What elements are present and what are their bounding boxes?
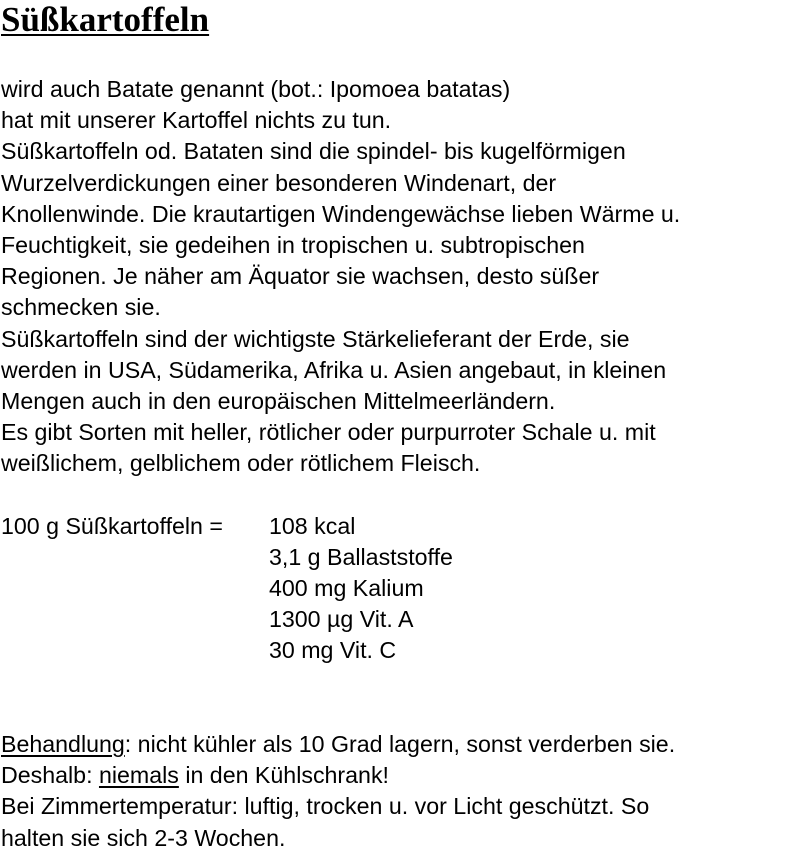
spacer [1,479,791,510]
nutrition-label: 100 g Süßkartoffeln = [1,512,223,539]
document-body [1,74,791,854]
handling-line [1,760,791,791]
nutrition-row [1,573,791,604]
intro-line: Wurzelverdickungen einer besonderen Windenart, der [1,169,557,196]
intro-line: Mengen auch in den europäischen Mittelmeerländern. [1,387,556,414]
intro-line: Feuchtigkeit, sie gedeihen in tropischen u. subtropischen [1,231,585,258]
handling-text: : nicht kühler als 10 Grad lagern, sonst verderben sie. [124,730,676,757]
intro-line: Süßkartoffeln od. Bataten sind die spindel- bis kugelförmigen [1,138,626,165]
handling-paragraph [1,729,791,854]
nutrition-row [1,511,791,542]
intro-line: Knollenwinde. Die krautartigen Windengewächse lieben Wärme u. [1,200,681,227]
intro-line: schmecken sie. [1,294,161,321]
nutrition-value: 108 kcal [269,512,356,539]
intro-line: weißlichem, gelblichem oder rötlichem Fleisch. [1,450,481,477]
nutrition-value: 30 mg Vit. C [269,637,397,664]
handling-heading: Behandlung [1,730,125,757]
nutrition-row [1,542,791,573]
intro-line: Süßkartoffeln sind der wichtigste Stärkelieferant der Erde, sie [1,325,630,352]
nutrition-value: 3,1 g Ballaststoffe [269,543,453,570]
handling-text: in den Kühlschrank! [178,762,389,789]
handling-line: halten sie sich 2-3 Wochen. [1,824,286,851]
handling-emphasis: niemals [98,762,179,789]
document-title: Süßkartoffeln [1,0,210,39]
intro-line: hat mit unserer Kartoffel nichts zu tun. [1,107,392,134]
intro-paragraph [1,74,791,479]
nutrition-row [1,604,791,635]
handling-prefix: Deshalb: [1,762,99,789]
handling-line [1,729,791,760]
intro-line: Es gibt Sorten mit heller, rötlicher oder purpurroter Schale u. mit [1,419,656,446]
nutrition-row [1,635,791,666]
intro-line: Regionen. Je näher am Äquator sie wachsen, desto süßer [1,263,600,290]
nutrition-table [1,511,791,667]
nutrition-value: 400 mg Kalium [269,575,424,601]
intro-line: werden in USA, Südamerika, Afrika u. Asien angebaut, in kleinen [1,356,667,383]
intro-line: wird auch Batate genannt (bot.: Ipomoea batatas) [1,76,511,102]
spacer [1,667,791,729]
handling-line: Bei Zimmertemperatur: luftig, trocken u. vor Licht geschützt. So [1,793,650,820]
nutrition-value: 1300 µg Vit. A [269,606,414,633]
